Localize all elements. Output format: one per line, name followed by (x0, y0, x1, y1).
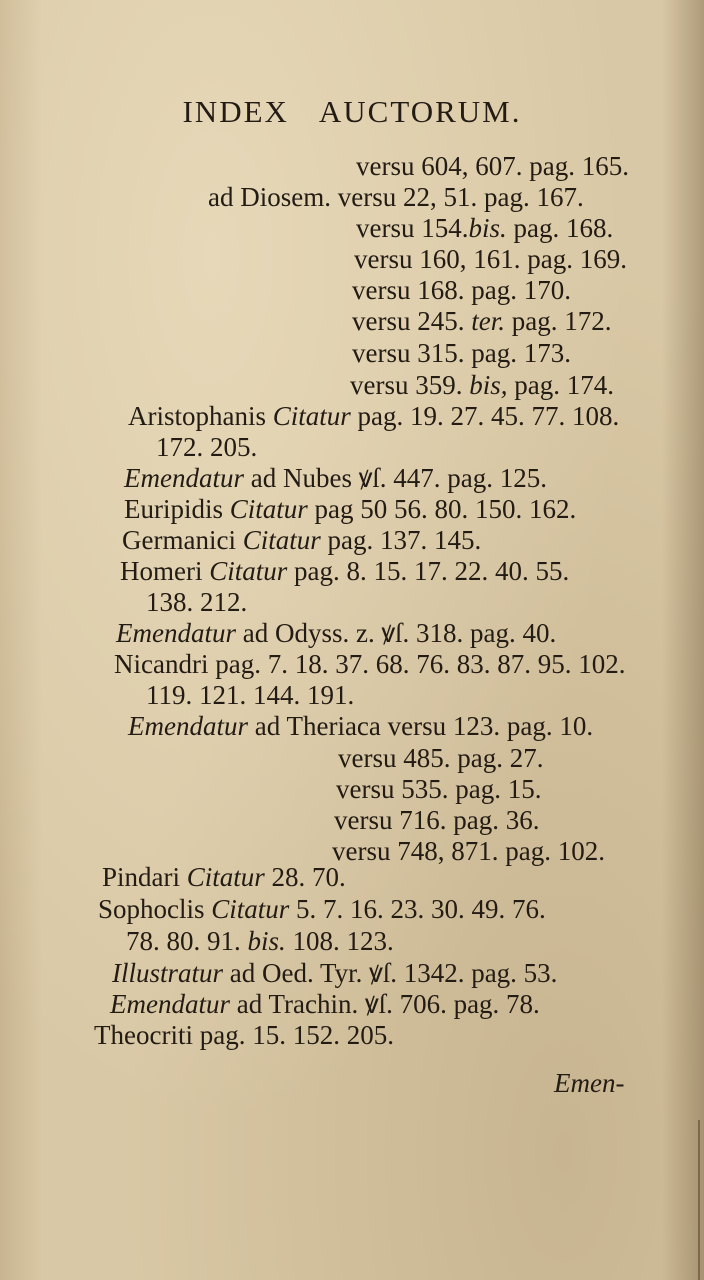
index-line: versu 245. ter. pag. 172. (352, 306, 612, 336)
index-line: 138. 212. (146, 587, 248, 617)
index-line: Aristophanis Citatur pag. 19. 27. 45. 77. 108. (128, 401, 620, 431)
catchword: Emen- (554, 1068, 625, 1098)
index-line: Nicandri pag. 7. 18. 37. 68. 76. 83. 87. 95. 102. (114, 649, 626, 679)
header-word-auctorum: AUCTORUM. (318, 94, 522, 129)
index-line: 172. 205. (156, 432, 258, 462)
page-edge (698, 1120, 700, 1280)
header-word-index: INDEX (182, 94, 289, 129)
index-line: versu 168. pag. 170. (352, 275, 571, 305)
index-line: 78. 80. 91. bis. 108. 123. (126, 926, 394, 956)
index-line: Homeri Citatur pag. 8. 15. 17. 22. 40. 55. (120, 556, 570, 586)
index-line: 119. 121. 144. 191. (146, 680, 355, 710)
index-line: versu 160, 161. pag. 169. (354, 244, 627, 274)
index-line: Germanici Citatur pag. 137. 145. (122, 525, 482, 555)
index-line: Emendatur ad Nubes ꝟſ. 447. pag. 125. (124, 463, 548, 493)
index-line: versu 604, 607. pag. 165. (356, 151, 629, 181)
index-line: Euripidis Citatur pag 50 56. 80. 150. 162. (124, 494, 577, 524)
index-line: Emendatur ad Odyss. z. ꝟſ. 318. pag. 40. (116, 618, 557, 648)
index-line: Pindari Citatur 28. 70. (102, 862, 346, 892)
index-line: versu 485. pag. 27. (338, 743, 544, 773)
index-line: Sophoclis Citatur 5. 7. 16. 23. 30. 49. 76. (98, 894, 546, 924)
index-line: versu 716. pag. 36. (334, 805, 540, 835)
index-line: Illustratur ad Oed. Tyr. ꝟſ. 1342. pag. 53. (112, 958, 558, 988)
index-line: versu 359. bis, pag. 174. (350, 370, 614, 400)
index-line: versu 154.bis. pag. 168. (356, 213, 614, 243)
index-line: versu 535. pag. 15. (336, 774, 542, 804)
index-line: Emendatur ad Theriaca versu 123. pag. 10. (128, 711, 594, 741)
index-line: Emendatur ad Trachin. ꝟſ. 706. pag. 78. (110, 989, 540, 1019)
page-header (0, 94, 704, 130)
index-line: Theocriti pag. 15. 152. 205. (94, 1020, 394, 1050)
index-line: versu 748, 871. pag. 102. (332, 836, 605, 866)
index-line: versu 315. pag. 173. (352, 338, 571, 368)
index-line: ad Diosem. versu 22, 51. pag. 167. (208, 182, 584, 212)
